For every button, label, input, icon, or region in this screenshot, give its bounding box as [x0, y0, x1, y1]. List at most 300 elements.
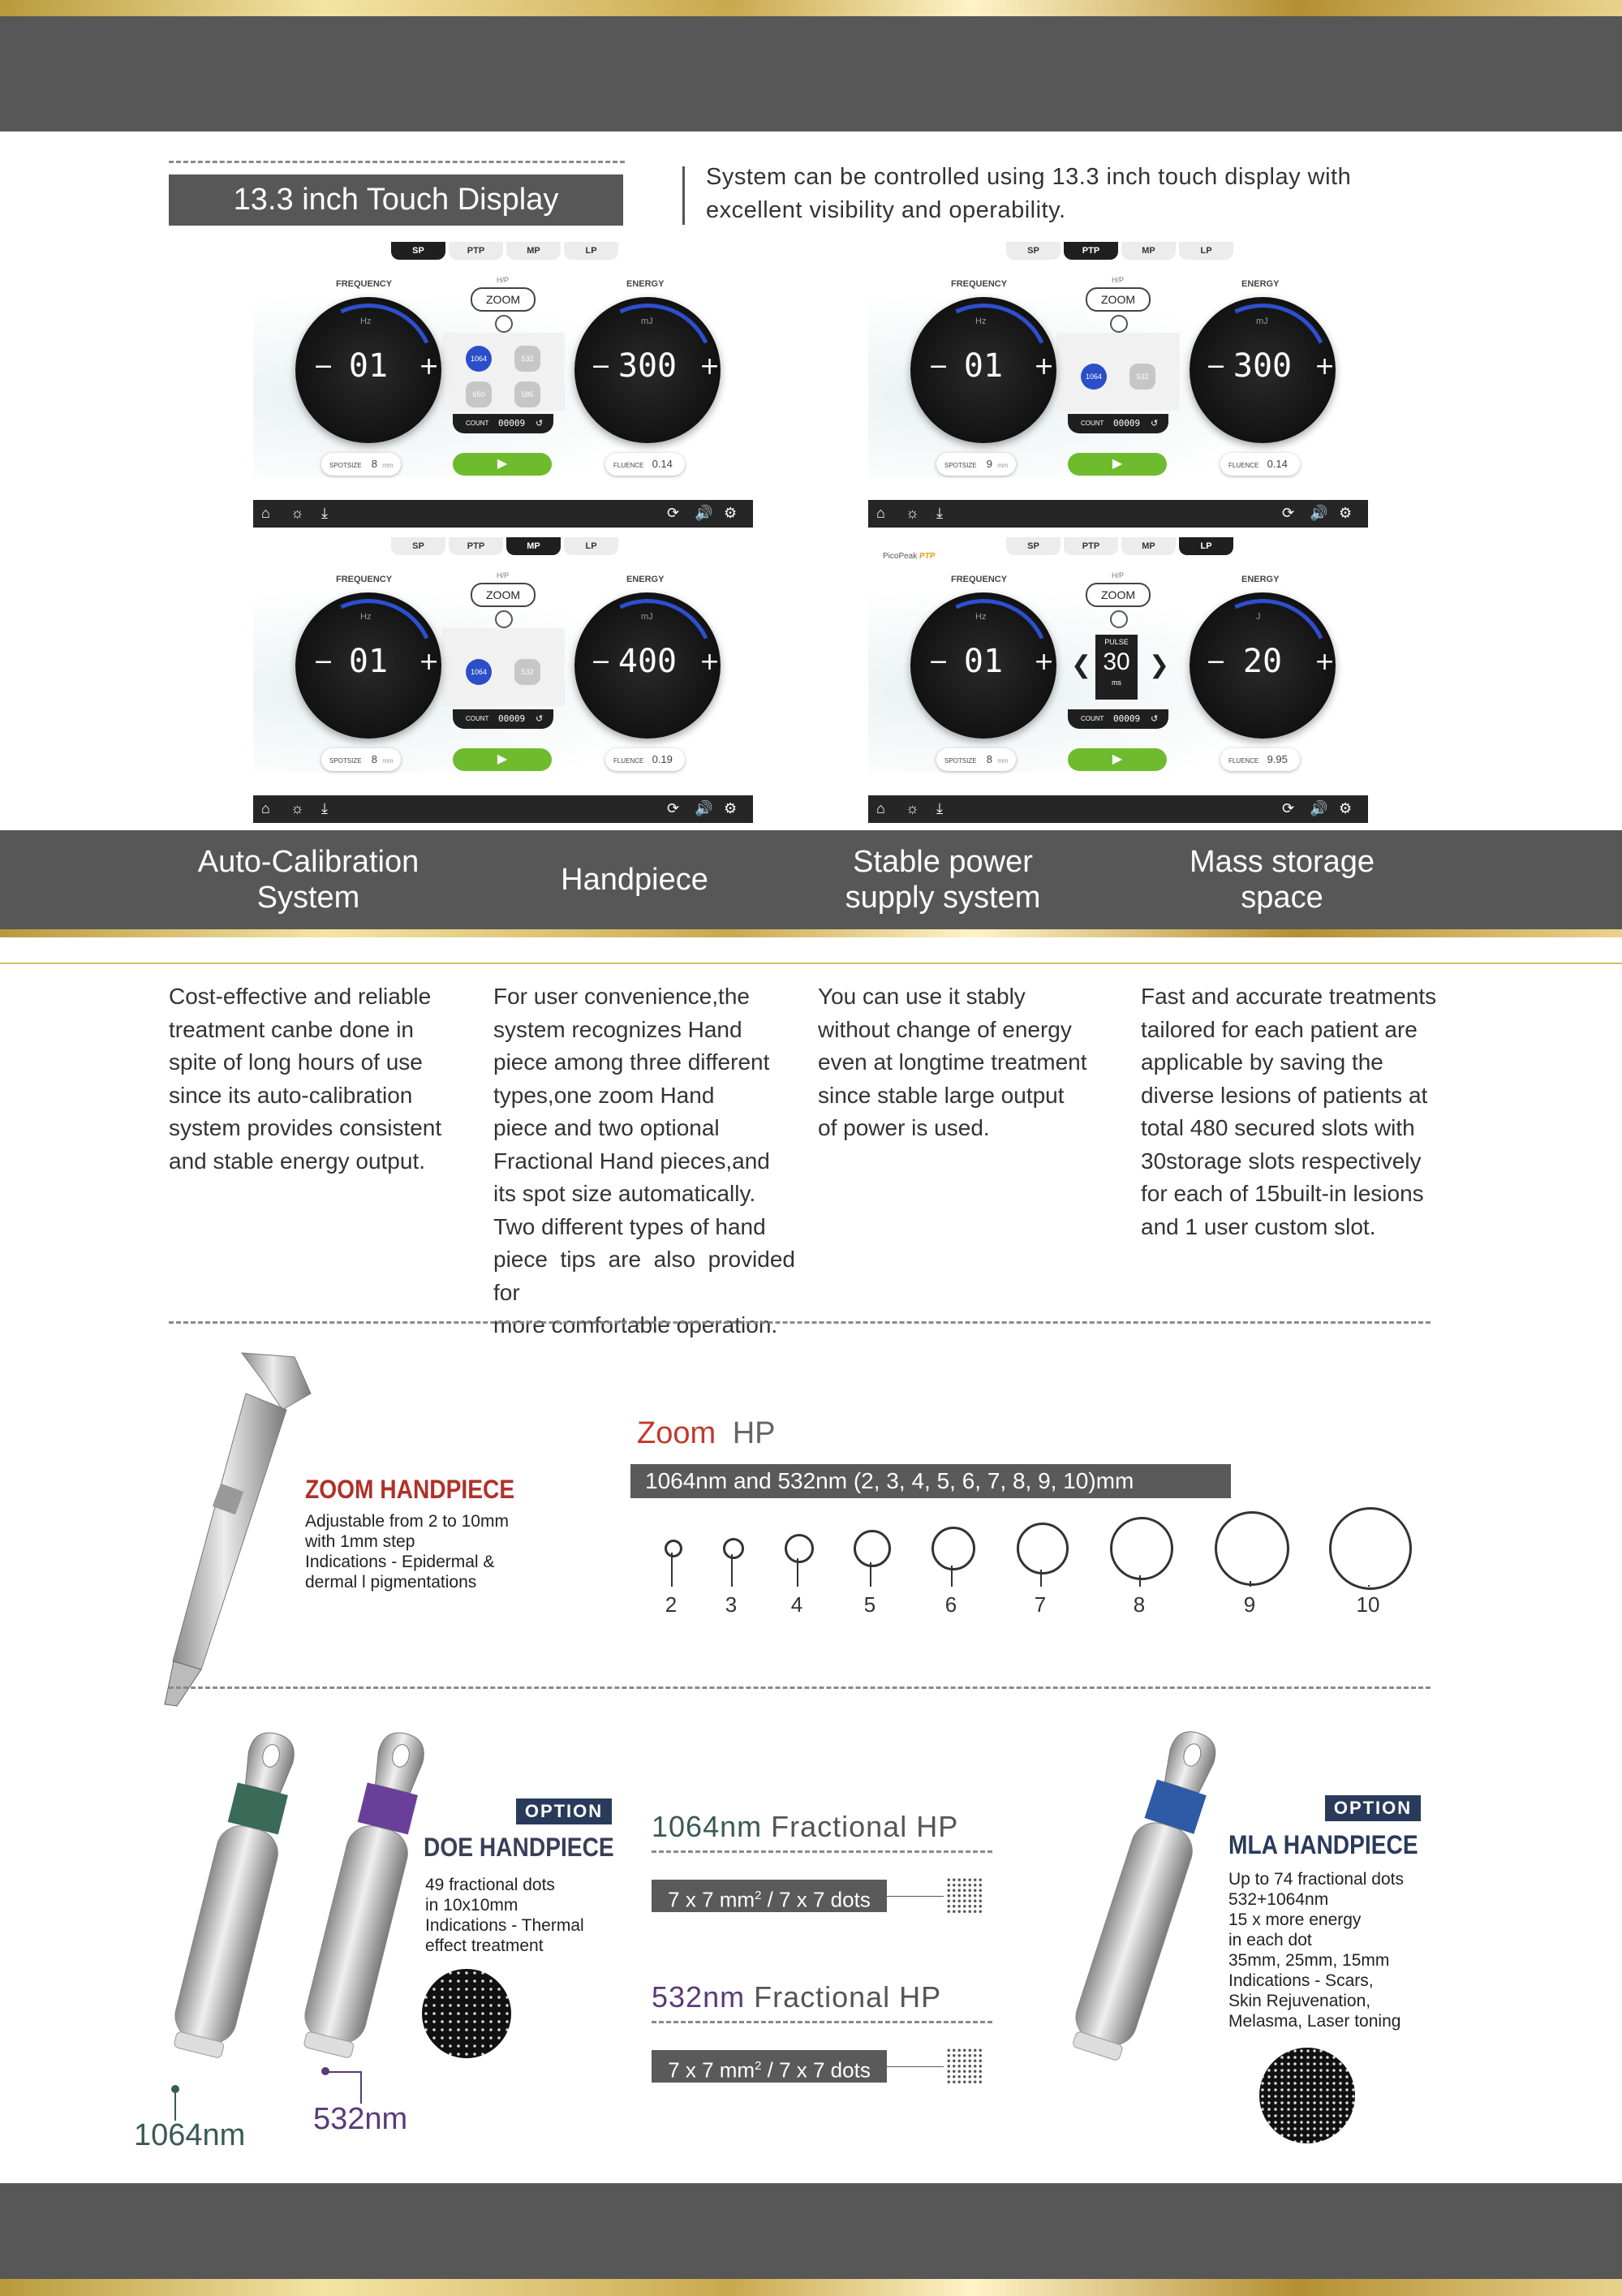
mode-tab-sp[interactable]: SP [391, 537, 445, 555]
energy-value: 20 [1242, 643, 1283, 680]
fluence-display [1220, 748, 1300, 771]
mode-tab-lp[interactable]: LP [564, 537, 618, 555]
frequency-plus-button[interactable]: + [1034, 648, 1055, 676]
feature-line: more comfortable operation. [493, 1312, 778, 1338]
chevron-left-icon[interactable]: ❮ [1071, 652, 1092, 678]
pointer-1064-line [174, 2088, 176, 2121]
count-label: COUNT [1081, 715, 1104, 722]
frequency-plus-button[interactable]: + [419, 648, 440, 676]
bottom-footer-band [0, 2183, 1622, 2279]
frequency-plus-button[interactable]: + [419, 352, 440, 381]
screen-toolbar [253, 795, 753, 823]
fluence-display [605, 748, 685, 771]
spotsize-value: 8 [371, 458, 378, 470]
frequency-label: FREQUENCY [336, 575, 393, 584]
spot-size-label: 7 [1034, 1592, 1047, 1617]
feature-heading-auto-calibration [162, 844, 454, 915]
feature-line: piece among three different [493, 1049, 770, 1075]
fractional-532-rule [652, 2021, 992, 2023]
wavelength-chip[interactable]: 532 [1129, 364, 1155, 390]
spec-text: / 7 x 7 dots [761, 2057, 871, 2083]
spot-size-stem [731, 1554, 733, 1587]
feature-line: For user convenience,the [493, 984, 750, 1009]
spotsize-display [321, 453, 401, 476]
fluence-value: 9.95 [1267, 753, 1288, 765]
feature-heading-line: space [1241, 881, 1323, 915]
reset-icon[interactable]: ↺ [536, 419, 544, 429]
volume-icon[interactable]: 🔊 [695, 505, 713, 521]
spotsize-display [936, 748, 1016, 771]
section-dashed-rule-2 [169, 1686, 1431, 1689]
feature-heading-stable-power [797, 844, 1089, 915]
energy-unit: J [1256, 612, 1261, 622]
fractional-532-connector [887, 2066, 944, 2067]
mode-tabs [1006, 537, 1233, 555]
pointer-532-line [328, 2071, 362, 2104]
energy-minus-button[interactable]: − [1206, 648, 1227, 676]
brightness-icon[interactable]: ☼ [906, 505, 919, 521]
wavelength-panel [441, 333, 565, 411]
feature-line: and stable energy output. [169, 1148, 426, 1174]
frequency-value: 01 [963, 347, 1004, 385]
shot-counter [1068, 709, 1168, 729]
mode-tab-mp[interactable]: MP [506, 242, 561, 260]
energy-value: 400 [617, 643, 678, 680]
desc-line: 49 fractional dots [425, 1876, 555, 1894]
control-screen [868, 537, 1368, 823]
spotsize-label: SPOTSIZE [329, 462, 362, 469]
label-532nm: 532nm [313, 2102, 408, 2136]
pulse-unit: ms [1112, 678, 1121, 687]
mode-tab-sp[interactable]: SP [1006, 242, 1061, 260]
spotsize-display [936, 453, 1016, 476]
fractional-name: Fractional HP [754, 1980, 942, 2014]
top-gold-strip [0, 0, 1622, 16]
spotsize-value: 8 [986, 753, 993, 765]
shot-counter [453, 414, 553, 433]
spotsize-label: SPOTSIZE [944, 757, 977, 765]
hp-label: H/P [497, 571, 510, 579]
control-screen [253, 242, 753, 528]
feature-line: piece and two optional [493, 1115, 720, 1140]
fractional-532-dot-grid [946, 2048, 983, 2085]
home-icon[interactable]: ⌂ [261, 505, 270, 521]
pointer-532-dot [321, 2067, 329, 2075]
settings-icon[interactable]: ⚙ [724, 800, 738, 816]
zoom-handpiece-description [305, 1511, 509, 1592]
count-label: COUNT [466, 715, 489, 722]
spot-size-circle [1110, 1517, 1173, 1580]
fractional-wavelength: 532nm [652, 1980, 746, 2014]
desc-line: 532+1064nm [1228, 1890, 1329, 1909]
energy-label: ENERGY [1241, 575, 1280, 584]
feature-heading-line: Auto-Calibration [197, 845, 419, 879]
volume-icon[interactable]: 🔊 [1310, 800, 1328, 816]
spot-size-label: 3 [725, 1592, 738, 1617]
count-label: COUNT [1081, 420, 1104, 427]
shot-counter [453, 709, 553, 729]
spotsize-label: SPOTSIZE [329, 757, 362, 765]
fluence-value: 0.14 [652, 458, 673, 470]
play-button[interactable]: ▶ [1068, 748, 1167, 771]
fractional-532-heading [652, 1980, 941, 2014]
mode-tab-ptp[interactable]: PTP [1064, 242, 1118, 260]
fluence-display [605, 453, 685, 476]
mode-tab-mp[interactable]: MP [506, 537, 561, 555]
feature-line: and 1 user custom slot. [1141, 1213, 1376, 1239]
brand-mode: PTP [919, 552, 936, 561]
feature-description [818, 980, 1120, 1145]
frequency-value: 01 [348, 347, 389, 385]
feature-description [493, 980, 795, 1342]
spot-size-label: 5 [863, 1592, 876, 1617]
feature-heading-line: Stable power [853, 845, 1033, 879]
feature-heading-line: Mass storage [1189, 845, 1375, 879]
frequency-plus-button[interactable]: + [1034, 352, 1055, 381]
settings-icon[interactable]: ⚙ [1339, 800, 1353, 816]
count-label: COUNT [466, 420, 489, 427]
screen-toolbar [253, 500, 753, 528]
spot-size-circle [785, 1534, 814, 1563]
feature-thin-rule [0, 963, 1622, 964]
brightness-icon[interactable]: ☼ [290, 505, 304, 521]
feature-line: applicable by saving the [1141, 1049, 1383, 1075]
frequency-minus-button[interactable]: − [928, 648, 949, 676]
wavelength-chip[interactable]: 1064 [1081, 364, 1107, 390]
fluence-label: FLUENCE [1228, 757, 1259, 765]
desc-line: with 1mm step [305, 1532, 415, 1551]
handpiece-indicator [1110, 610, 1128, 628]
count-value: 00009 [1113, 418, 1141, 429]
count-value: 00009 [1113, 713, 1141, 724]
feature-line: tailored for each patient are [1141, 1016, 1418, 1042]
frequency-unit: Hz [360, 612, 372, 622]
energy-label: ENERGY [626, 279, 665, 289]
feature-line: its spot size automatically. [493, 1181, 756, 1206]
zoom-spec-box [630, 1464, 1231, 1498]
spot-size-circle [665, 1540, 682, 1557]
mla-handpiece-title: MLA HANDPIECE [1228, 1830, 1418, 1859]
frequency-label: FREQUENCY [336, 279, 393, 289]
energy-label: ENERGY [626, 575, 665, 584]
frequency-minus-button[interactable]: − [313, 352, 334, 381]
feature-line: Fast and accurate treatments [1141, 984, 1437, 1009]
spotsize-unit: mm [382, 757, 394, 765]
energy-value: 300 [617, 347, 678, 385]
feature-line: Fractional Hand pieces,and [493, 1148, 770, 1174]
zoom-hp-heading-red: Zoom [637, 1416, 716, 1450]
mode-tab-lp[interactable]: LP [564, 242, 618, 260]
zoom-button[interactable]: ZOOM [1086, 583, 1151, 607]
mla-option-badge: OPTION [1325, 1795, 1421, 1821]
spot-size-stem [1040, 1570, 1042, 1587]
mode-tab-sp[interactable]: SP [1006, 537, 1061, 555]
refresh-icon[interactable]: ⟳ [667, 505, 680, 521]
doe-handpieces-image [146, 1721, 454, 2086]
spec-sup: 2 [755, 2059, 762, 2073]
spotsize-display [321, 748, 401, 771]
desc-line: in each dot [1228, 1931, 1312, 1949]
fluence-label: FLUENCE [613, 757, 644, 765]
wavelength-chip[interactable]: 585 [514, 381, 540, 407]
fractional-1064-spec [652, 1880, 887, 1912]
refresh-icon[interactable]: ⟳ [667, 800, 680, 816]
desc-line: effect treatment [425, 1936, 544, 1955]
fluence-display [1220, 453, 1300, 476]
wavelength-chip[interactable]: 532 [514, 346, 540, 372]
vertical-divider [682, 166, 685, 225]
reset-icon[interactable]: ↺ [1151, 714, 1159, 724]
zoom-button[interactable]: ZOOM [1086, 287, 1151, 312]
mla-handpiece-image [1039, 1717, 1250, 2090]
frequency-minus-button[interactable]: − [928, 352, 949, 381]
frequency-label: FREQUENCY [951, 279, 1008, 289]
spot-size-stem [951, 1566, 953, 1587]
hp-label: H/P [1112, 571, 1125, 579]
zoom-hp-heading-gray: HP [732, 1416, 776, 1450]
spot-size-label: 2 [665, 1592, 678, 1617]
feature-line: total 480 secured slots with [1141, 1115, 1415, 1140]
brand-name: PicoPeak [883, 552, 918, 561]
spot-size-label: 10 [1356, 1592, 1380, 1617]
mode-tab-ptp[interactable]: PTP [449, 537, 503, 555]
volume-icon[interactable]: 🔊 [695, 800, 713, 816]
zoom-handpiece-title: ZOOM HANDPIECE [305, 1475, 515, 1504]
handpiece-indicator [1110, 315, 1128, 333]
mode-tab-lp[interactable]: LP [1179, 537, 1233, 555]
energy-plus-button[interactable]: + [699, 648, 721, 676]
frequency-value: 01 [963, 643, 1004, 680]
feature-line: Cost-effective and reliable [169, 984, 432, 1009]
hp-label: H/P [497, 276, 510, 284]
spotsize-unit: mm [997, 462, 1009, 469]
spec-text: / 7 x 7 dots [761, 1887, 871, 1912]
mode-tab-lp[interactable]: LP [1179, 242, 1233, 260]
spot-size-circle [854, 1530, 891, 1567]
mode-tab-ptp[interactable]: PTP [1064, 537, 1118, 555]
feature-heading-line: System [256, 881, 360, 915]
zoom-hp-heading [637, 1416, 776, 1451]
doe-option-badge: OPTION [516, 1798, 612, 1824]
feature-heading-line: supply system [845, 881, 1041, 915]
spec-text: 7 x 7 mm [668, 1887, 755, 1912]
zoom-spec: 1064nm and 532nm (2, 3, 4, 5, 6, 7, 8, 9, 10)mm [645, 1468, 1134, 1493]
feature-line: types,one zoom Hand [493, 1082, 715, 1108]
wavelength-chip[interactable]: 650 [466, 381, 492, 407]
download-icon[interactable]: ⤓ [321, 800, 328, 816]
wavelength-chip[interactable]: 532 [514, 659, 540, 685]
feature-line: since stable large output [818, 1082, 1065, 1108]
feature-line: without change of energy [818, 1016, 1072, 1042]
spec-sup: 2 [755, 1889, 762, 1902]
feature-line: system provides consistent [169, 1115, 442, 1140]
feature-line: even at longtime treatment [818, 1049, 1087, 1075]
reset-icon[interactable]: ↺ [1151, 419, 1159, 429]
feature-line: diverse lesions of patients at [1141, 1082, 1428, 1108]
display-title: 13.3 inch Touch Display [233, 183, 559, 217]
feature-heading-mass-storage [1136, 844, 1428, 915]
doe-handpiece-description [425, 1875, 584, 1956]
chevron-right-icon[interactable]: ❯ [1149, 652, 1170, 678]
settings-icon[interactable]: ⚙ [1339, 505, 1353, 521]
feature-line: for each of 15built-in lesions [1141, 1181, 1424, 1206]
shot-counter [1068, 414, 1168, 433]
spot-size-stem [797, 1558, 798, 1587]
wavelength-panel [441, 628, 565, 706]
handpiece-indicator [495, 610, 513, 628]
spot-size-stem [870, 1562, 871, 1587]
feature-line: of power is used. [818, 1115, 990, 1140]
mode-tabs [1006, 242, 1233, 260]
spot-size-circle [1329, 1507, 1412, 1590]
brand-logo [883, 552, 935, 561]
fractional-1064-connector [887, 1896, 944, 1897]
pulse-value: 30 [1103, 648, 1130, 675]
mode-tab-sp[interactable]: SP [391, 242, 445, 260]
spot-size-stem [671, 1553, 673, 1587]
label-1064nm: 1064nm [134, 2118, 246, 2152]
desc-line: dermal l pigmentations [305, 1573, 477, 1592]
desc-line: Skin Rejuvenation, [1228, 1992, 1371, 2010]
mode-tab-mp[interactable]: MP [1121, 537, 1176, 555]
feature-line: You can use it stably [818, 984, 1026, 1009]
feature-line: 30storage slots respectively [1141, 1148, 1422, 1174]
energy-minus-button[interactable]: − [1206, 352, 1227, 381]
spot-size-label: 4 [790, 1592, 803, 1617]
brightness-icon[interactable]: ☼ [290, 800, 304, 816]
control-screen [868, 242, 1368, 528]
frequency-value: 01 [348, 643, 389, 680]
feature-line: Two different types of hand [493, 1213, 766, 1239]
volume-icon[interactable]: 🔊 [1310, 505, 1328, 521]
wavelength-chip[interactable]: 1064 [466, 346, 492, 372]
spot-size-circle [1017, 1523, 1069, 1574]
control-screen [253, 537, 753, 823]
frequency-unit: Hz [360, 317, 372, 326]
desc-line: in 10x10mm [425, 1896, 518, 1915]
frequency-minus-button[interactable]: − [313, 648, 334, 676]
frequency-unit: Hz [975, 317, 987, 326]
fluence-value: 0.19 [652, 753, 673, 765]
desc-line: Indications - Thermal [425, 1916, 584, 1935]
spotsize-value: 8 [371, 753, 378, 765]
desc-line: Adjustable from 2 to 10mm [305, 1512, 509, 1531]
desc-line: Up to 74 fractional dots [1228, 1870, 1404, 1889]
energy-unit: mJ [641, 612, 653, 622]
spot-size-stem [1368, 1585, 1370, 1587]
mode-tabs [391, 242, 618, 260]
bottom-gold-strip [0, 2279, 1622, 2296]
home-icon[interactable]: ⌂ [876, 505, 885, 521]
desc-line: Indications - Epidermal & [305, 1553, 495, 1571]
spotsize-unit: mm [382, 462, 394, 469]
mode-tabs [391, 537, 618, 555]
energy-plus-button[interactable]: + [699, 352, 721, 381]
display-title-box [169, 174, 623, 226]
fractional-1064-heading [652, 1810, 958, 1844]
energy-minus-button[interactable]: − [591, 648, 612, 676]
frequency-label: FREQUENCY [951, 575, 1008, 584]
desc-line: Melasma, Laser toning [1228, 2012, 1401, 2031]
frequency-unit: Hz [975, 612, 987, 622]
spot-size-label: 9 [1243, 1592, 1256, 1617]
fluence-label: FLUENCE [613, 462, 644, 469]
spot-size-label: 6 [944, 1592, 957, 1617]
settings-icon[interactable]: ⚙ [724, 505, 738, 521]
feature-description [169, 980, 471, 1178]
wavelength-chip[interactable]: 1064 [466, 659, 492, 685]
energy-plus-button[interactable]: + [1314, 648, 1336, 676]
count-value: 00009 [498, 713, 526, 724]
screen-toolbar [868, 500, 1368, 528]
section-dashed-rule [169, 1321, 1431, 1324]
fractional-532-spec [652, 2050, 887, 2083]
display-description: System can be controlled using 13.3 inch touch display with excellent visibility and operability. [706, 164, 1352, 223]
top-header-band [0, 16, 1622, 131]
pulse-selector[interactable] [1095, 635, 1138, 700]
play-button[interactable]: ▶ [1068, 453, 1167, 476]
reset-icon[interactable]: ↺ [536, 714, 544, 724]
feature-description [1141, 980, 1443, 1243]
feature-heading-handpiece [488, 862, 781, 898]
play-button[interactable]: ▶ [453, 453, 552, 476]
fractional-name: Fractional HP [771, 1810, 959, 1843]
download-icon[interactable]: ⤓ [936, 800, 943, 816]
fluence-label: FLUENCE [1228, 462, 1259, 469]
energy-unit: mJ [1256, 317, 1268, 326]
refresh-icon[interactable]: ⟳ [1282, 505, 1295, 521]
fractional-1064-dot-grid [946, 1877, 983, 1915]
feature-gold-strip [0, 929, 1622, 937]
spotsize-label: SPOTSIZE [944, 462, 977, 469]
home-icon[interactable]: ⌂ [876, 800, 885, 816]
feature-heading-line: Handpiece [561, 863, 708, 897]
download-icon[interactable]: ⤓ [321, 505, 328, 521]
doe-dot-pattern [422, 1969, 511, 2058]
mode-tab-mp[interactable]: MP [1121, 242, 1176, 260]
mode-tab-ptp[interactable]: PTP [449, 242, 503, 260]
spotsize-unit: mm [997, 757, 1009, 765]
spot-size-circle [723, 1538, 744, 1559]
spot-size-stem [1139, 1575, 1141, 1587]
energy-unit: mJ [641, 317, 653, 326]
desc-line: 15 x more energy [1228, 1910, 1362, 1929]
refresh-icon[interactable]: ⟳ [1282, 800, 1295, 816]
home-icon[interactable]: ⌂ [261, 800, 270, 816]
fluence-value: 0.14 [1267, 458, 1288, 470]
zoom-button[interactable]: ZOOM [471, 287, 536, 312]
feature-line: piece tips are also provided for [493, 1247, 795, 1305]
handpiece-indicator [495, 315, 513, 333]
feature-line: system recognizes Hand [493, 1016, 742, 1042]
spot-size-circle [1215, 1511, 1289, 1586]
energy-plus-button[interactable]: + [1314, 352, 1336, 381]
spot-size-stem [1250, 1581, 1251, 1587]
feature-line: since its auto-calibration [169, 1082, 413, 1108]
fractional-1064-rule [652, 1850, 992, 1853]
download-icon[interactable]: ⤓ [936, 505, 943, 521]
play-button[interactable]: ▶ [453, 748, 552, 771]
pulse-label: PULSE [1104, 638, 1129, 646]
desc-line: Indications - Scars, [1228, 1971, 1374, 1990]
energy-minus-button[interactable]: − [591, 352, 612, 381]
pointer-1064-dot [171, 2085, 179, 2093]
fractional-wavelength: 1064nm [652, 1810, 763, 1843]
brightness-icon[interactable]: ☼ [906, 800, 919, 816]
spec-text: 7 x 7 mm [668, 2057, 755, 2083]
count-value: 00009 [498, 418, 526, 429]
zoom-button[interactable]: ZOOM [471, 583, 536, 607]
